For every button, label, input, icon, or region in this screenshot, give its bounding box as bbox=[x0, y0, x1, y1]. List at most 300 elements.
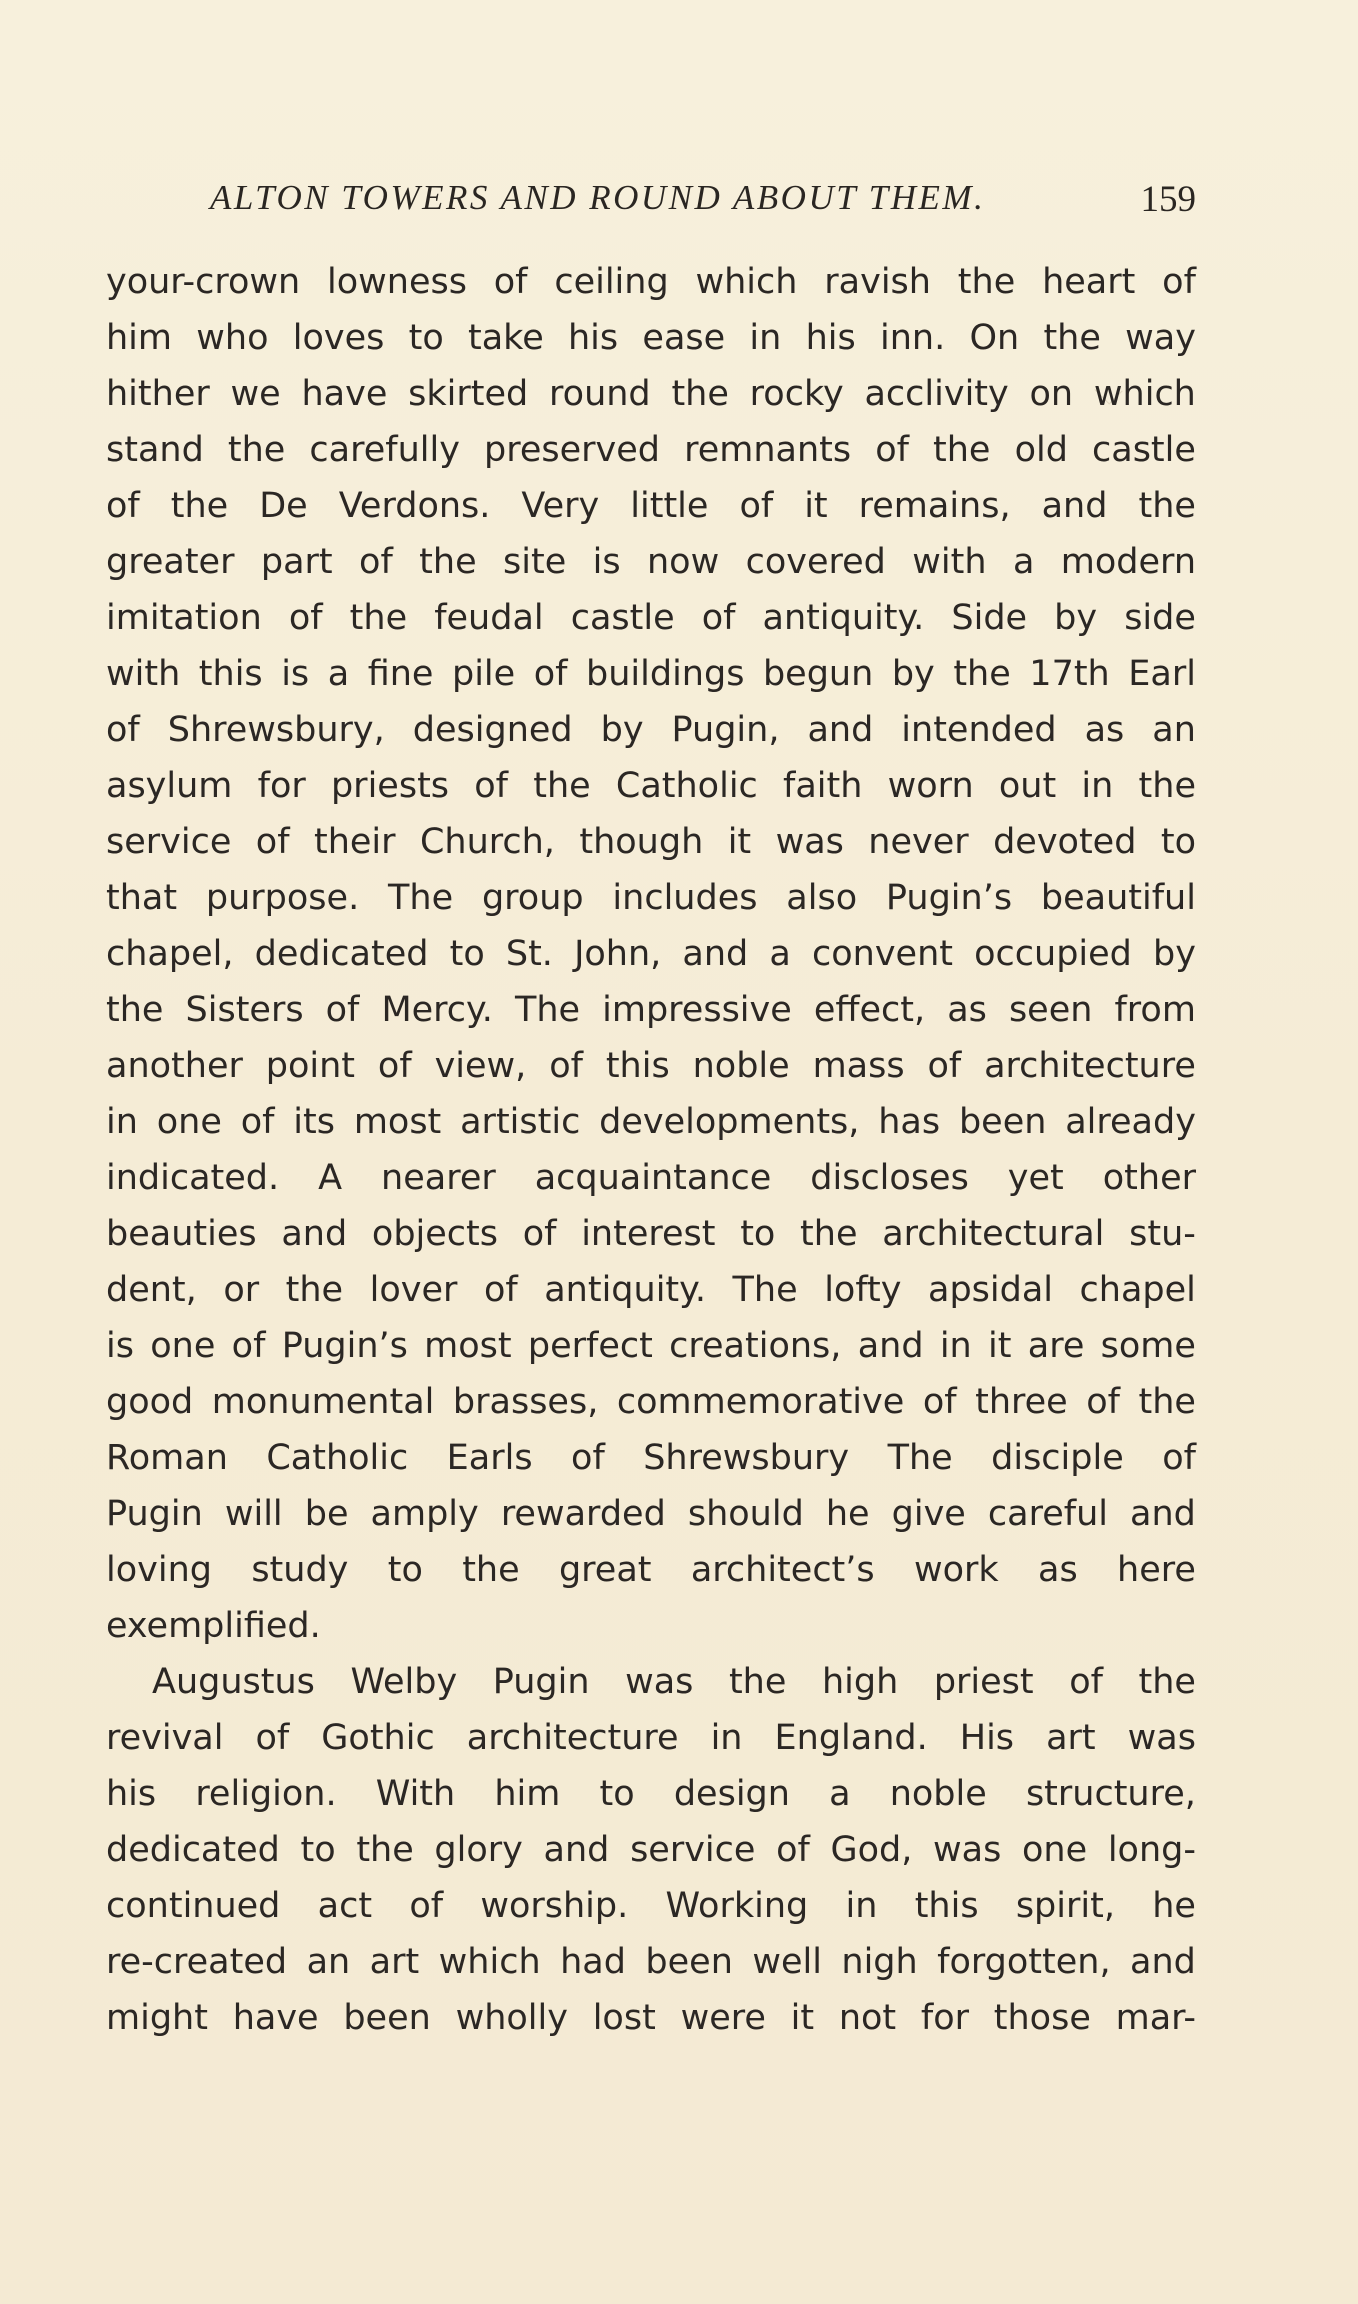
word: by bbox=[1153, 934, 1196, 974]
word: lost bbox=[592, 1998, 656, 2038]
text-line bbox=[106, 1374, 1196, 1430]
word: castle bbox=[1092, 430, 1196, 470]
word: work bbox=[913, 1550, 999, 1590]
word: was bbox=[933, 1830, 1002, 1870]
word: the bbox=[1138, 766, 1196, 806]
word: feudal bbox=[434, 598, 544, 638]
word: architect’s bbox=[690, 1550, 875, 1590]
word: his bbox=[568, 318, 619, 358]
word: side bbox=[1124, 598, 1196, 638]
word: noble bbox=[692, 1046, 790, 1086]
word: antiquity. bbox=[544, 1270, 707, 1310]
word: good bbox=[106, 1382, 194, 1422]
word: of bbox=[255, 1718, 290, 1758]
word: it bbox=[988, 1326, 1012, 1366]
text-line bbox=[106, 1542, 1196, 1598]
word: devoted bbox=[993, 822, 1137, 862]
word: of bbox=[701, 598, 736, 638]
word: wholly bbox=[455, 1998, 568, 2038]
word: of bbox=[288, 598, 323, 638]
word: skirted bbox=[408, 374, 529, 414]
word: of bbox=[483, 1270, 518, 1310]
word: Working bbox=[665, 1886, 809, 1926]
word: Church, bbox=[419, 822, 555, 862]
word: from bbox=[1114, 990, 1196, 1030]
word: the bbox=[1043, 318, 1101, 358]
word: with bbox=[912, 542, 987, 582]
word: which bbox=[695, 262, 798, 302]
text-line bbox=[106, 1206, 1196, 1262]
word: castle bbox=[570, 598, 675, 638]
word: for bbox=[920, 1998, 970, 2038]
word: act bbox=[317, 1886, 373, 1926]
word: long- bbox=[1107, 1830, 1196, 1870]
word: the bbox=[953, 654, 1011, 694]
word: him bbox=[106, 318, 173, 358]
word: to bbox=[599, 1774, 635, 1814]
word: well bbox=[752, 1942, 822, 1982]
word: Pugin’s bbox=[885, 878, 1013, 918]
word: of bbox=[255, 822, 290, 862]
word: impressive bbox=[602, 990, 792, 1030]
word: service bbox=[630, 1830, 756, 1870]
word: those bbox=[993, 1998, 1091, 2038]
word: the bbox=[728, 1662, 787, 1702]
word: careful bbox=[987, 1494, 1108, 1534]
word: perfect bbox=[527, 1326, 653, 1366]
word: religion. bbox=[195, 1774, 337, 1814]
word: have bbox=[301, 374, 388, 414]
word: a bbox=[829, 1774, 851, 1814]
text-line bbox=[106, 310, 1196, 366]
word: point bbox=[265, 1046, 356, 1086]
word: had bbox=[560, 1942, 626, 1982]
word: hither bbox=[106, 374, 210, 414]
text-line bbox=[106, 1430, 1196, 1486]
word: stu- bbox=[1129, 1214, 1196, 1254]
word: St. bbox=[505, 934, 553, 974]
word: developments, bbox=[599, 1102, 860, 1142]
word: great bbox=[558, 1550, 652, 1590]
word: also bbox=[786, 878, 858, 918]
word: remnants bbox=[684, 430, 852, 470]
word: as bbox=[1038, 1550, 1078, 1590]
word: architecture bbox=[466, 1718, 679, 1758]
word: the bbox=[1138, 1662, 1196, 1702]
word: the bbox=[933, 430, 991, 470]
word: site bbox=[503, 542, 567, 582]
word: it bbox=[790, 1998, 815, 2038]
word: a bbox=[327, 654, 350, 694]
word: noble bbox=[889, 1774, 987, 1814]
word: as bbox=[1084, 710, 1125, 750]
word: service bbox=[106, 822, 232, 862]
word: on bbox=[1029, 374, 1074, 414]
text-line bbox=[106, 1878, 1196, 1934]
word: acquaintance bbox=[534, 1158, 772, 1198]
word: to bbox=[387, 1550, 423, 1590]
word: Catholic bbox=[266, 1438, 409, 1478]
word: creations, bbox=[669, 1326, 842, 1366]
word: His bbox=[959, 1718, 1015, 1758]
word: old bbox=[1014, 430, 1068, 470]
word: to bbox=[1160, 822, 1196, 862]
word: ceiling bbox=[554, 262, 669, 302]
word: chapel bbox=[1079, 1270, 1196, 1310]
word: purpose. bbox=[205, 878, 360, 918]
word: it bbox=[804, 486, 828, 526]
text-line bbox=[106, 366, 1196, 422]
word: most bbox=[353, 1102, 442, 1142]
word: which bbox=[1093, 374, 1196, 414]
word: has bbox=[878, 1102, 941, 1142]
text-line bbox=[106, 534, 1196, 590]
word: dent, bbox=[106, 1270, 197, 1310]
word: here bbox=[1117, 1550, 1196, 1590]
word: out bbox=[998, 766, 1057, 806]
word: he bbox=[825, 1494, 870, 1534]
word: imitation bbox=[106, 598, 262, 638]
word: Verdons. bbox=[338, 486, 491, 526]
word: of bbox=[875, 430, 909, 470]
word: are bbox=[1027, 1326, 1085, 1366]
word: Pugin’s bbox=[281, 1326, 408, 1366]
word: dedicated bbox=[106, 1830, 280, 1870]
word: includes bbox=[612, 878, 758, 918]
word: study bbox=[251, 1550, 349, 1590]
word: a bbox=[769, 934, 791, 974]
word: another bbox=[106, 1046, 243, 1086]
word: re-created bbox=[106, 1942, 288, 1982]
word: in bbox=[845, 1886, 878, 1926]
word: that bbox=[106, 878, 178, 918]
word: with bbox=[106, 654, 181, 694]
word: acclivity bbox=[864, 374, 1009, 414]
word: by bbox=[1054, 598, 1098, 638]
word: Earls bbox=[446, 1438, 533, 1478]
word: revival bbox=[106, 1718, 224, 1758]
word: God, bbox=[830, 1830, 913, 1870]
word: designed bbox=[412, 710, 573, 750]
word: this bbox=[198, 654, 263, 694]
text-line bbox=[106, 478, 1196, 534]
word: might bbox=[106, 1998, 208, 2038]
text-line bbox=[106, 422, 1196, 478]
word: Shrewsbury, bbox=[167, 710, 385, 750]
word: of bbox=[522, 1214, 557, 1254]
word: begun bbox=[762, 654, 874, 694]
text-line bbox=[106, 1094, 1196, 1150]
word: is bbox=[592, 542, 621, 582]
word: is bbox=[281, 654, 310, 694]
word: effect, bbox=[813, 990, 926, 1030]
word: should bbox=[687, 1494, 804, 1534]
word: for bbox=[257, 766, 306, 806]
word: by bbox=[891, 654, 935, 694]
word: or bbox=[223, 1270, 260, 1310]
word: which bbox=[438, 1942, 541, 1982]
word: the bbox=[170, 486, 229, 526]
word: to bbox=[408, 318, 444, 358]
word: intended bbox=[901, 710, 1057, 750]
text-line bbox=[106, 1766, 1196, 1822]
word: pile bbox=[451, 654, 516, 694]
word: been bbox=[958, 1102, 1047, 1142]
word: little bbox=[630, 486, 709, 526]
word: Roman bbox=[106, 1438, 228, 1478]
word: the bbox=[227, 430, 286, 470]
text-line bbox=[106, 870, 1196, 926]
page-number: 159 bbox=[1140, 179, 1196, 220]
word: disciple bbox=[991, 1438, 1124, 1478]
word: the bbox=[106, 990, 164, 1030]
word: high bbox=[821, 1662, 899, 1702]
text-line bbox=[106, 1318, 1196, 1374]
word: On bbox=[969, 318, 1020, 358]
word: by bbox=[600, 710, 644, 750]
word: forgotten, bbox=[937, 1942, 1111, 1982]
text-line bbox=[106, 1990, 1196, 2046]
word: De bbox=[259, 486, 308, 526]
word: brasses, bbox=[452, 1382, 599, 1422]
word: convent bbox=[811, 934, 953, 974]
word: of bbox=[922, 1382, 957, 1422]
word: and bbox=[1130, 1942, 1196, 1982]
word: of bbox=[240, 1102, 275, 1142]
word: remains, bbox=[858, 486, 1011, 526]
word: of bbox=[377, 1046, 412, 1086]
word: in bbox=[106, 1102, 138, 1142]
word: discloses bbox=[810, 1158, 969, 1198]
word: rewarded bbox=[500, 1494, 666, 1534]
word: in bbox=[939, 1326, 972, 1366]
word: were bbox=[680, 1998, 766, 2038]
word: have bbox=[232, 1998, 319, 2038]
word: take bbox=[468, 318, 544, 358]
word: in bbox=[749, 318, 782, 358]
word: carefully bbox=[309, 430, 460, 470]
word: and bbox=[543, 1830, 610, 1870]
word: of bbox=[1069, 1662, 1103, 1702]
word: Welby bbox=[350, 1662, 458, 1702]
word: other bbox=[1102, 1158, 1196, 1198]
word: your-crown bbox=[106, 262, 301, 302]
word: A bbox=[318, 1158, 343, 1198]
word: art bbox=[369, 1942, 420, 1982]
word: Earl bbox=[1128, 654, 1196, 694]
word: artistic bbox=[460, 1102, 581, 1142]
word: give bbox=[891, 1494, 966, 1534]
word: design bbox=[673, 1774, 790, 1814]
word: spirit, bbox=[1015, 1886, 1115, 1926]
word: not bbox=[838, 1998, 897, 2038]
text-line bbox=[106, 590, 1196, 646]
word: Catholic bbox=[615, 766, 758, 806]
word: the bbox=[285, 1270, 344, 1310]
word: the bbox=[1138, 486, 1196, 526]
word: been bbox=[343, 1998, 431, 2038]
word: Pugin, bbox=[671, 710, 780, 750]
word: chapel, bbox=[106, 934, 234, 974]
word: and bbox=[857, 1326, 924, 1366]
running-head bbox=[106, 178, 1196, 228]
word: been bbox=[645, 1942, 733, 1982]
word: the bbox=[349, 598, 408, 638]
text-line bbox=[106, 982, 1196, 1038]
body-text bbox=[106, 254, 1196, 2046]
word: Very bbox=[521, 486, 600, 526]
word: the bbox=[957, 262, 1016, 302]
word: buildings bbox=[586, 654, 745, 694]
word: loves bbox=[292, 318, 385, 358]
word: loving bbox=[106, 1550, 212, 1590]
word: the bbox=[356, 1830, 414, 1870]
word: who bbox=[196, 318, 269, 358]
word: way bbox=[1125, 318, 1196, 358]
word: Shrewsbury bbox=[643, 1438, 850, 1478]
word: the bbox=[533, 766, 591, 806]
word: apsidal bbox=[928, 1270, 1054, 1310]
word: Augustus bbox=[152, 1662, 315, 1702]
word: With bbox=[375, 1774, 456, 1814]
word: this bbox=[605, 1046, 670, 1086]
word: of bbox=[493, 262, 528, 302]
word: rocky bbox=[749, 374, 844, 414]
word: an bbox=[1152, 710, 1196, 750]
word: of bbox=[533, 654, 568, 694]
word: occupied bbox=[974, 934, 1132, 974]
word: Side bbox=[951, 598, 1028, 638]
word: of bbox=[106, 710, 140, 750]
text-line bbox=[106, 1598, 1196, 1654]
word: and bbox=[281, 1214, 348, 1254]
word: monumental bbox=[211, 1382, 435, 1422]
word: of bbox=[106, 486, 140, 526]
word: was bbox=[625, 1662, 694, 1702]
word: one bbox=[1022, 1830, 1088, 1870]
word: art bbox=[1046, 1718, 1096, 1758]
word: objects bbox=[371, 1214, 498, 1254]
word: one bbox=[150, 1326, 216, 1366]
word: this bbox=[914, 1886, 979, 1926]
word: a bbox=[1012, 542, 1035, 582]
word: worn bbox=[887, 766, 974, 806]
word: of bbox=[359, 542, 393, 582]
word: the bbox=[419, 542, 477, 582]
word: structure, bbox=[1025, 1774, 1196, 1814]
word: nearer bbox=[381, 1158, 496, 1198]
word: the bbox=[462, 1550, 520, 1590]
word: and bbox=[1130, 1494, 1196, 1534]
word: his bbox=[805, 318, 856, 358]
word: an bbox=[306, 1942, 351, 1982]
word: in bbox=[710, 1718, 743, 1758]
word: of bbox=[571, 1438, 605, 1478]
word: round bbox=[549, 374, 651, 414]
text-line bbox=[106, 254, 1196, 310]
word: England. bbox=[774, 1718, 928, 1758]
text-line bbox=[106, 702, 1196, 758]
word: some bbox=[1100, 1326, 1196, 1366]
word: as bbox=[947, 990, 987, 1030]
word: fine bbox=[367, 654, 434, 694]
word: be bbox=[304, 1494, 349, 1534]
word: the bbox=[671, 374, 729, 414]
word: was bbox=[1127, 1718, 1196, 1758]
word: his bbox=[106, 1774, 157, 1814]
word: lowness bbox=[327, 262, 467, 302]
word: antiquity. bbox=[762, 598, 925, 638]
word: never bbox=[868, 822, 969, 862]
word: John, bbox=[574, 934, 662, 974]
word: to bbox=[740, 1214, 776, 1254]
word: of bbox=[739, 486, 774, 526]
word: was bbox=[775, 822, 844, 862]
word: lofty bbox=[824, 1270, 902, 1310]
word: stand bbox=[106, 430, 204, 470]
word: of bbox=[231, 1326, 266, 1366]
word: The bbox=[732, 1270, 798, 1310]
word: one bbox=[156, 1102, 222, 1142]
word: their bbox=[313, 822, 396, 862]
word: continued bbox=[106, 1886, 281, 1926]
word: group bbox=[481, 878, 584, 918]
word: and bbox=[1041, 486, 1108, 526]
word: glory bbox=[434, 1830, 523, 1870]
running-title: ALTON TOWERS AND ROUND ABOUT THEM. bbox=[210, 178, 986, 217]
word: interest bbox=[581, 1214, 716, 1254]
word: of bbox=[474, 766, 508, 806]
word: indicated. bbox=[106, 1158, 280, 1198]
word: three bbox=[975, 1382, 1068, 1422]
word: now bbox=[646, 542, 720, 582]
word: will bbox=[224, 1494, 283, 1534]
word: covered bbox=[745, 542, 886, 582]
word: is bbox=[106, 1326, 134, 1366]
word: mar- bbox=[1115, 1998, 1196, 2038]
word: nigh bbox=[841, 1942, 918, 1982]
word: it bbox=[727, 822, 752, 862]
word: and bbox=[807, 710, 874, 750]
word: Sisters bbox=[185, 990, 304, 1030]
word: already bbox=[1065, 1102, 1196, 1142]
word: though bbox=[579, 822, 704, 862]
word: beautiful bbox=[1040, 878, 1196, 918]
word: and bbox=[682, 934, 749, 974]
word: dedicated bbox=[254, 934, 429, 974]
word: of bbox=[1162, 1438, 1196, 1478]
word: we bbox=[230, 374, 281, 414]
word: The bbox=[887, 1438, 953, 1478]
word: lover bbox=[369, 1270, 458, 1310]
word: of bbox=[409, 1886, 444, 1926]
word: modern bbox=[1060, 542, 1196, 582]
word: part bbox=[260, 542, 333, 582]
word: of bbox=[776, 1830, 810, 1870]
word: The bbox=[514, 990, 581, 1030]
word: worship. bbox=[480, 1886, 629, 1926]
word: of bbox=[1162, 262, 1196, 302]
word: in bbox=[1081, 766, 1114, 806]
word: priests bbox=[330, 766, 450, 806]
word: yet bbox=[1007, 1158, 1064, 1198]
word: to bbox=[449, 934, 485, 974]
text-line bbox=[106, 1486, 1196, 1542]
word: commemorative bbox=[616, 1382, 905, 1422]
word: most bbox=[424, 1326, 512, 1366]
word: of bbox=[549, 1046, 583, 1086]
word: him bbox=[494, 1774, 561, 1814]
